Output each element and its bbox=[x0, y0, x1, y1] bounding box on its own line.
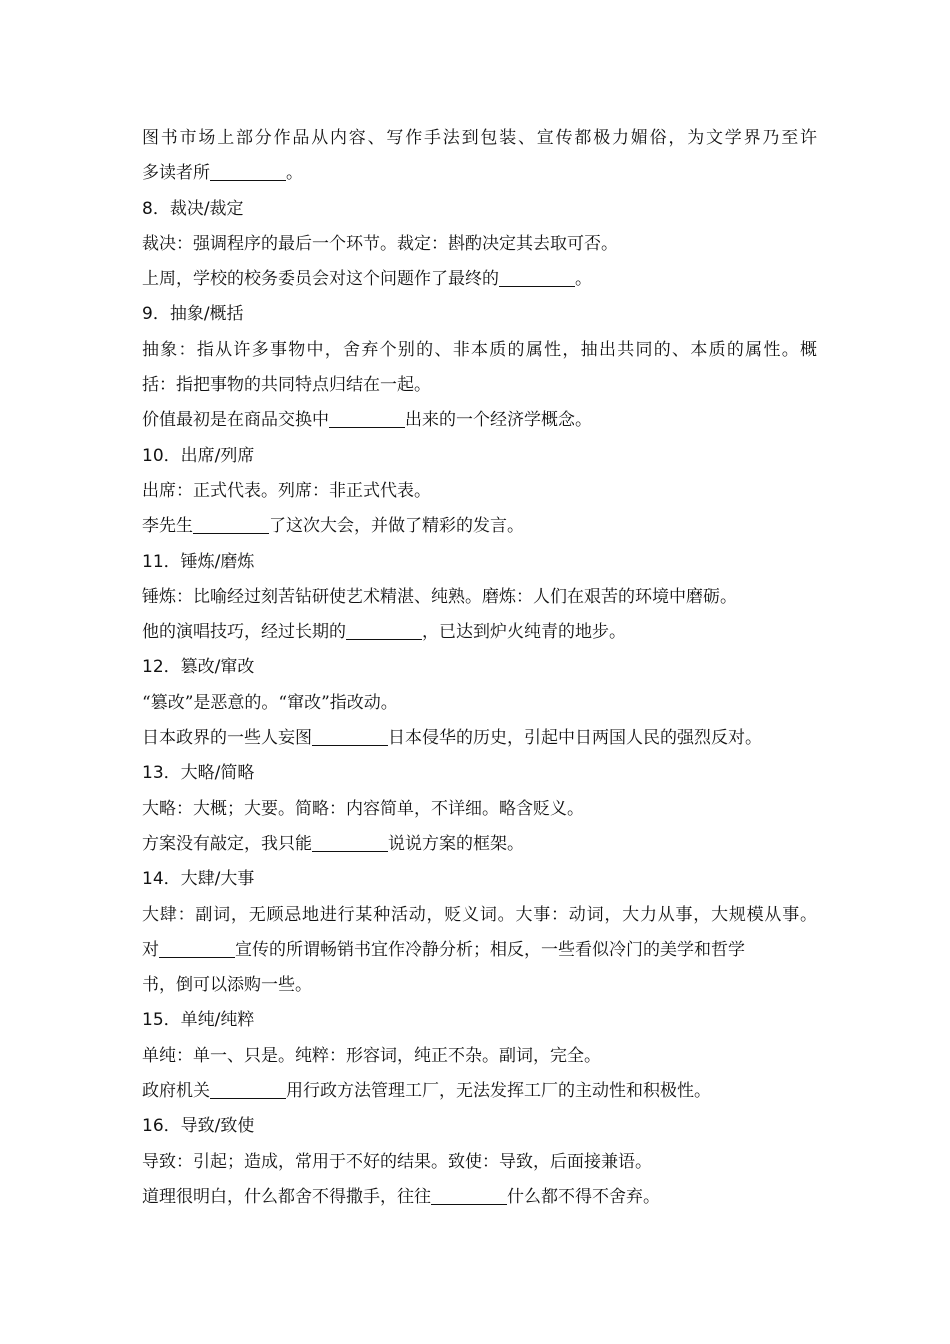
sentence-after-blank: ，已达到炉火纯青的地步。 bbox=[422, 622, 626, 643]
sentence-after-blank: 宣传的所谓畅销书宜作冷静分析；相反，一些看似冷门的美学和哲学 bbox=[235, 939, 745, 960]
sentence-after-blank: 出来的一个经济学概念。 bbox=[405, 410, 592, 431]
text-line: 括：指把事物的共同特点归结在一起。 bbox=[142, 375, 431, 396]
section-heading: 13．大略/简略 bbox=[142, 763, 255, 784]
text-line: 裁决：强调程序的最后一个环节。裁定：斟酌决定其去取可否。 bbox=[142, 233, 618, 254]
sentence-after-blank: 用行政方法管理工厂，无法发挥工厂的主动性和积极性。 bbox=[286, 1081, 711, 1102]
sentence-after-blank: 说说方案的框架。 bbox=[388, 833, 524, 854]
exercise-sentence bbox=[142, 156, 822, 191]
fill-in-blank bbox=[312, 727, 388, 746]
exercise-sentence bbox=[142, 933, 822, 968]
sentence-after-blank: 。 bbox=[286, 163, 303, 184]
text-line: “篡改”是恶意的。“窜改”指改动。 bbox=[142, 692, 398, 713]
section-heading: 15．单纯/纯粹 bbox=[142, 1010, 255, 1031]
section-heading: 12．篡改/窜改 bbox=[142, 657, 255, 678]
section-heading: 16．导致/致使 bbox=[142, 1116, 255, 1137]
sentence-after-blank: 。 bbox=[575, 269, 592, 290]
text-line: 抽象：指从许多事物中，舍弃个别的、非本质的属性，抽出共同的、本质的属性。概 bbox=[142, 339, 817, 360]
document-page bbox=[142, 121, 822, 1215]
fill-in-blank bbox=[312, 833, 388, 852]
section-heading: 9．抽象/概括 bbox=[142, 304, 244, 325]
exercise-sentence bbox=[142, 1180, 822, 1215]
sentence-after-blank: 日本侵华的历史，引起中日两国人民的强烈反对。 bbox=[388, 728, 762, 749]
fill-in-blank bbox=[159, 939, 235, 958]
text-line: 导致：引起；造成，常用于不好的结果。致使：导致，后面接兼语。 bbox=[142, 1151, 652, 1172]
exercise-sentence bbox=[142, 827, 822, 862]
sentence-before-blank: 多读者所 bbox=[142, 163, 210, 184]
fill-in-blank bbox=[210, 1080, 286, 1099]
sentence-before-blank: 道理很明白，什么都舍不得撒手，往往 bbox=[142, 1186, 431, 1207]
sentence-before-blank: 对 bbox=[142, 939, 159, 960]
text-line: 图书市场上部分作品从内容、写作手法到包装、宣传都极力媚俗，为文学界乃至许 bbox=[142, 128, 817, 148]
sentence-before-blank: 上周，学校的校务委员会对这个问题作了最终的 bbox=[142, 269, 499, 290]
sentence-before-blank: 价值最初是在商品交换中 bbox=[142, 410, 329, 431]
text-line: 大肆：副词，无顾忌地进行某种活动，贬义词。大事：动词，大力从事，大规模从事。 bbox=[142, 904, 817, 925]
text-line: 锤炼：比喻经过刻苦钻研使艺术精湛、纯熟。磨炼：人们在艰苦的环境中磨砺。 bbox=[142, 586, 737, 607]
fill-in-blank bbox=[431, 1186, 507, 1205]
exercise-sentence bbox=[142, 262, 822, 297]
exercise-sentence bbox=[142, 615, 822, 650]
text-line: 书，倒可以添购一些。 bbox=[142, 975, 312, 996]
sentence-after-blank: 什么都不得不舍弃。 bbox=[507, 1186, 660, 1207]
sentence-before-blank: 日本政界的一些人妄图 bbox=[142, 728, 312, 749]
sentence-before-blank: 方案没有敲定，我只能 bbox=[142, 833, 312, 854]
section-heading: 8．裁决/裁定 bbox=[142, 198, 244, 219]
fill-in-blank bbox=[210, 162, 286, 181]
sentence-after-blank: 了这次大会，并做了精彩的发言。 bbox=[269, 516, 524, 537]
sentence-before-blank: 政府机关 bbox=[142, 1081, 210, 1102]
exercise-sentence bbox=[142, 721, 822, 756]
exercise-sentence bbox=[142, 509, 822, 544]
text-line: 大略：大概；大要。简略：内容简单，不详细。略含贬义。 bbox=[142, 798, 584, 819]
exercise-sentence bbox=[142, 1074, 822, 1109]
exercise-sentence bbox=[142, 403, 822, 438]
sentence-before-blank: 他的演唱技巧，经过长期的 bbox=[142, 622, 346, 643]
section-heading: 11．锤炼/磨炼 bbox=[142, 551, 255, 572]
text-line: 单纯：单一、只是。纯粹：形容词，纯正不杂。副词，完全。 bbox=[142, 1045, 601, 1066]
fill-in-blank bbox=[193, 515, 269, 534]
fill-in-blank bbox=[499, 268, 575, 287]
sentence-before-blank: 李先生 bbox=[142, 516, 193, 537]
fill-in-blank bbox=[329, 410, 405, 429]
text-line: 出席：正式代表。列席：非正式代表。 bbox=[142, 480, 431, 501]
fill-in-blank bbox=[346, 621, 422, 640]
section-heading: 10．出席/列席 bbox=[142, 445, 255, 466]
section-heading: 14．大肆/大事 bbox=[142, 869, 255, 890]
